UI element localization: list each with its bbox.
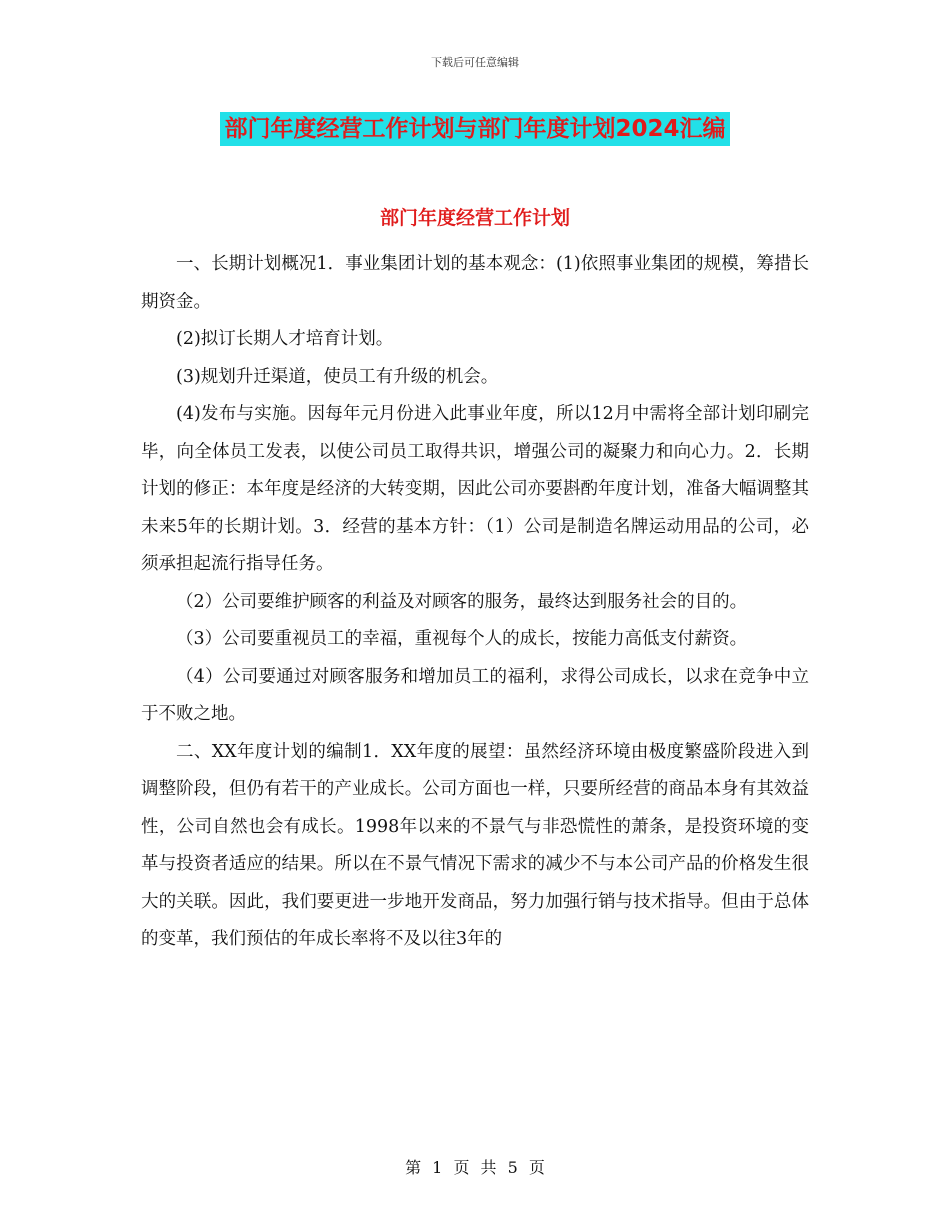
paragraph: 二、XX年度计划的编制1．XX年度的展望：虽然经济环境由极度繁盛阶段进入到调整阶段，但仍有若干的产业成长。公司方面也一样，只要所经营的商品本身有其效益性，公司自然也会有成长。1998年以来的不景气与非恐慌性的萧条，是投资环境的变革与投资者适应的结果。所以在不景气情况下需求的减少不与本公司产品的价格发生很大的关联。因此，我们要更进一步地开发商品，努力加强行销与技术指导。但由于总体的变革，我们预估的年成长率将不及以往3年的 [141, 741, 809, 949]
section-title: 部门年度经营工作计划 [379, 207, 570, 229]
body-text [141, 246, 809, 959]
paragraph: （4）公司要通过对顾客服务和增加员工的福利，求得公司成长，以求在竞争中立于不败之地。 [141, 666, 809, 724]
paragraph: 一、长期计划概况1．事业集团计划的基本观念：(1)依照事业集团的规模，筹措长期资金。 [141, 254, 809, 312]
paragraph: (4)发布与实施。因每年元月份进入此事业年度，所以12月中需将全部计划印刷完毕，向全体员工发表，以使公司员工取得共识，增强公司的凝聚力和向心力。2．长期计划的修正：本年度是经济的大转变期，因此公司亦要斟酌年度计划，准备大幅调整其未来5年的长期计划。3．经营的基本方针：（1）公司是制造名牌运动用品的公司，必须承担起流行指导任务。 [141, 404, 809, 574]
doc-title-container [0, 112, 950, 146]
paragraph: (2)拟订长期人才培育计划。 [176, 329, 394, 349]
paragraph: （2）公司要维护顾客的利益及对顾客的服务，最终达到服务社会的目的。 [176, 591, 748, 612]
doc-title: 部门年度经营工作计划与部门年度计划2024汇编 [220, 112, 729, 146]
page-footer: 第 1 页 共 5 页 [405, 1158, 545, 1177]
header-note: 下载后可任意编辑 [431, 56, 519, 69]
paragraph: （3）公司要重视员工的幸福，重视每个人的成长，按能力高低支付薪资。 [176, 629, 748, 649]
paragraph: (3)规划升迁渠道，使员工有升级的机会。 [176, 366, 499, 387]
